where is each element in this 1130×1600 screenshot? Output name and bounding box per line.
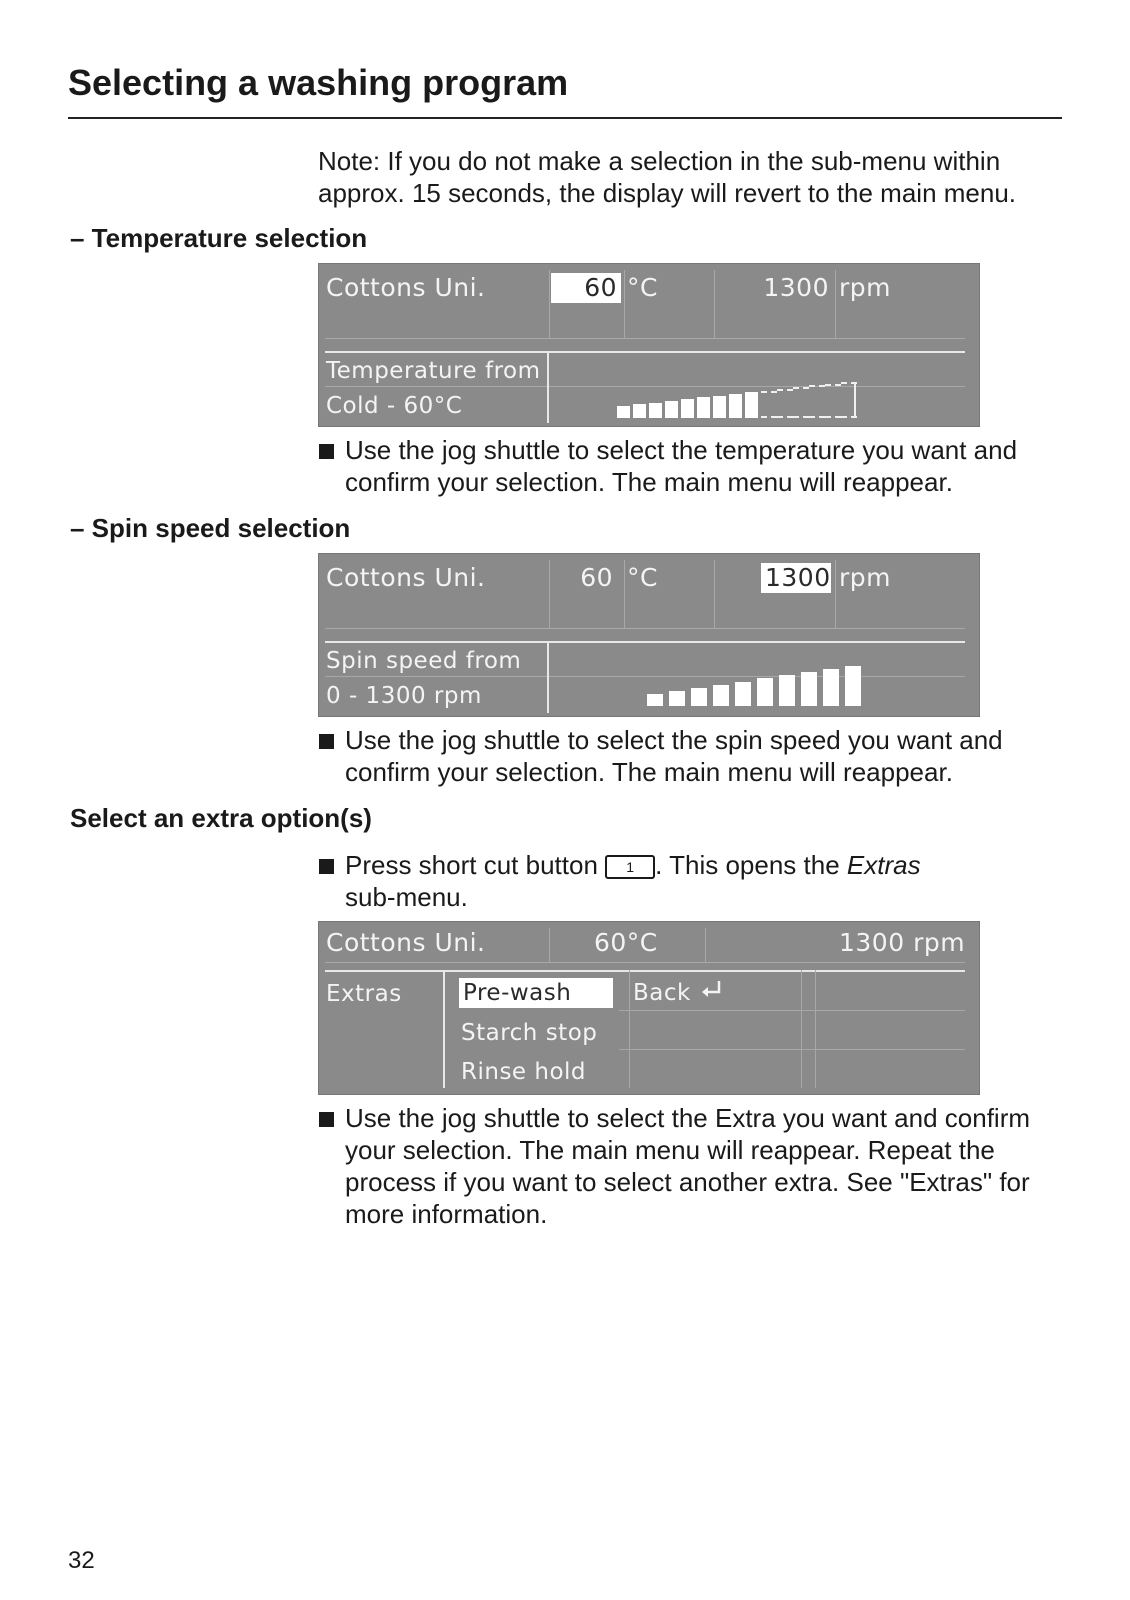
spin-unit: rpm [839, 273, 892, 302]
extras-display [318, 921, 980, 1095]
back-label: Back [633, 980, 691, 1006]
extras-menu-name: Extras [846, 850, 921, 880]
level-bar [681, 399, 694, 418]
extras-instruction [318, 1102, 1063, 1230]
level-bar [729, 394, 742, 418]
press-text-after: . This opens the [655, 850, 840, 880]
level-bar [617, 406, 630, 418]
program-name: Cottons Uni. [326, 928, 486, 957]
press-text: Press short cut button [345, 850, 598, 880]
extras-menu-label: Extras [326, 981, 402, 1007]
level-bar [845, 666, 861, 706]
bullet-square-icon [319, 1112, 334, 1127]
level-bar-empty [825, 384, 841, 386]
lcd-divider [547, 641, 549, 713]
temperature-instruction [318, 434, 1063, 498]
level-bar-empty [793, 416, 809, 418]
spin-instruction-text: Use the jog shuttle to select the spin speed you want and confirm your selection. The main menu will reappear. [345, 725, 1003, 787]
lcd-divider [801, 970, 802, 1088]
page-number: 32 [68, 1547, 95, 1574]
level-bar [633, 404, 646, 418]
level-bar [713, 396, 726, 418]
level-bar [713, 685, 729, 706]
press-text-line2: sub-menu. [345, 882, 468, 912]
lcd-divider [705, 928, 706, 962]
spin-value: 1300 [763, 273, 829, 302]
lcd-divider [549, 560, 550, 628]
level-bar-empty [793, 387, 809, 389]
level-bar [665, 401, 678, 418]
lcd-divider [619, 1049, 965, 1050]
temperature-value: 60 [551, 273, 621, 303]
program-name: Cottons Uni. [326, 563, 486, 592]
level-bar [697, 397, 710, 418]
lcd-divider [619, 1010, 965, 1011]
spin-unit: rpm [839, 563, 892, 592]
level-bar-empty [809, 416, 825, 418]
lcd-divider [325, 338, 965, 339]
spin-display [318, 553, 980, 717]
level-bar [669, 691, 685, 706]
level-bar-empty [809, 385, 825, 387]
level-bar-empty [825, 416, 841, 418]
level-bar-empty [761, 416, 777, 418]
lcd-divider [325, 641, 965, 643]
extras-press-instruction [318, 849, 1063, 913]
bullet-square-icon [319, 444, 334, 459]
temperature-display [318, 263, 980, 427]
lcd-divider [549, 270, 550, 338]
level-bar [801, 672, 817, 706]
level-bar [691, 688, 707, 706]
extra-option-starch-stop[interactable]: Starch stop [461, 1020, 598, 1046]
lcd-divider [629, 970, 630, 1088]
temperature-instruction-text: Use the jog shuttle to select the temperature you want and confirm your selection. The main menu will reappear. [345, 435, 1018, 497]
level-bar [649, 403, 662, 418]
lcd-divider [325, 676, 965, 677]
level-bar-empty [854, 382, 856, 418]
lcd-divider [815, 970, 816, 1088]
title-rule [68, 117, 1062, 119]
bullet-square-icon [319, 734, 334, 749]
lcd-divider [624, 270, 625, 338]
level-bar [779, 675, 795, 706]
temperature-readout: 60°C [594, 928, 658, 957]
shortcut-key-icon: 1 [605, 855, 655, 879]
lcd-divider [443, 970, 445, 1088]
bullet-square-icon [319, 859, 334, 874]
level-bar [735, 682, 751, 706]
lcd-divider [835, 560, 836, 628]
extra-option-prewash[interactable]: Pre-wash [459, 978, 613, 1008]
lcd-divider [325, 628, 965, 629]
lcd-divider [549, 928, 550, 962]
level-bar-empty [777, 416, 793, 418]
temperature-level-indicator [617, 372, 893, 418]
level-bar [757, 678, 773, 706]
level-bar-empty [761, 391, 777, 393]
temperature-heading: – Temperature selection [70, 223, 368, 253]
temperature-range-label: Temperature from [326, 358, 541, 384]
level-bar-empty [777, 389, 793, 391]
spin-value: 1300 [761, 563, 831, 593]
lcd-divider [325, 970, 965, 972]
temperature-unit: °C [627, 273, 658, 302]
temperature-value: 60 [580, 563, 613, 592]
lcd-divider [714, 560, 715, 628]
page-title: Selecting a washing program [68, 62, 569, 103]
return-arrow-icon [699, 978, 727, 1002]
spin-range-label: Spin speed from [326, 648, 522, 674]
spin-heading: – Spin speed selection [70, 513, 351, 543]
extras-instruction-text: Use the jog shuttle to select the Extra you want and confirm your selection. The main menu will reappear. Repeat the process if you want to select another extra. See "Extras" for more information. [345, 1103, 1031, 1229]
lcd-divider [624, 560, 625, 628]
lcd-divider [547, 351, 549, 423]
lcd-divider [325, 962, 965, 963]
spin-range: 0 - 1300 rpm [326, 683, 482, 709]
note-text: Note: If you do not make a selection in the sub-menu within approx. 15 seconds, the display will revert to the main menu. [318, 146, 1017, 208]
lcd-divider [714, 270, 715, 338]
level-bar [745, 392, 758, 418]
extras-heading: Select an extra option(s) [70, 803, 372, 833]
program-name: Cottons Uni. [326, 273, 486, 302]
lcd-divider [325, 351, 965, 353]
spin-level-indicator [647, 662, 867, 706]
spin-instruction [318, 724, 1063, 788]
lcd-divider [835, 270, 836, 338]
extra-option-rinse-hold[interactable]: Rinse hold [461, 1059, 587, 1085]
level-bar [823, 669, 839, 706]
level-bar [647, 694, 663, 706]
temperature-range: Cold - 60°C [326, 393, 463, 419]
back-option[interactable] [633, 978, 727, 1008]
temperature-unit: °C [627, 563, 658, 592]
spin-readout: 1300 rpm [839, 928, 966, 957]
